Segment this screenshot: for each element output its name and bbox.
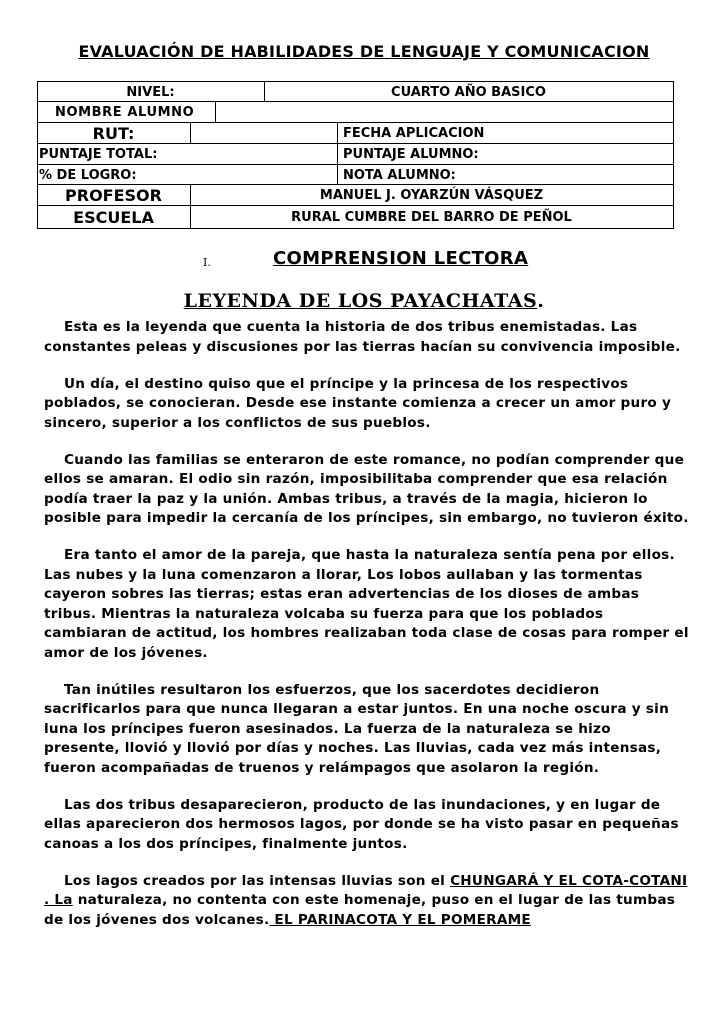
section-numeral: I.: [203, 256, 211, 269]
final-text-1: Los lagos creados por las intensas lluvias son el: [64, 872, 451, 889]
document-title: EVALUACIÓN DE HABILIDADES DE LENGUAJE Y COMUNICACION: [78, 42, 650, 61]
header-table: [0, 0, 728, 240]
lakes-names: CHUNGARÁ Y EL COTA-COTANI: [450, 872, 688, 889]
paragraph: Las dos tribus desaparecieron, producto de las inundaciones, y en lugar de ellas aparecieron dos hermosos lagos, por donde se ha visto pasar en pequeñas canoas a los dos príncipes, finalmente juntos.: [44, 796, 679, 852]
puntaje-total-label: PUNTAJE TOTAL:: [39, 146, 158, 162]
nivel-value: CUARTO AÑO BASICO: [391, 84, 546, 100]
nota-label: NOTA ALUMNO:: [343, 167, 456, 183]
table-line: [673, 81, 674, 228]
rut-field[interactable]: [190, 123, 337, 143]
paragraph: Era tanto el amor de la pareja, que hasta la naturaleza sentía pena por ellos. Las nubes y la luna comenzaron a llorar, Los lobos aullaban y las tormentas cayeron sobres las tierras; estas eran advertencias de los dioses de ambas tribus. Mientras la naturaleza volcaba su fuerza para que los poblados cambiaran de actitud, los hombres realizaban toda clase de cosas para romper el amor de los jóvenes.: [44, 547, 689, 661]
legend-title-period: .: [537, 290, 545, 312]
puntaje-alumno-label: PUNTAJE ALUMNO:: [343, 146, 479, 162]
rut-label: RUT:: [92, 123, 135, 143]
table-line: [37, 228, 674, 229]
story-text: [44, 318, 690, 948]
section-heading: [0, 248, 728, 274]
profesor-value: MANUEL J. OYARZÚN VÁSQUEZ: [319, 187, 544, 203]
nombre-field[interactable]: [215, 102, 673, 122]
legend-title-text: LEYENDA DE LOS PAYACHATAS: [183, 290, 538, 312]
profesor-label: PROFESOR: [65, 185, 162, 205]
nivel-label: NIVEL:: [126, 84, 175, 100]
fecha-label: FECHA APLICACION: [343, 125, 485, 141]
escuela-label: ESCUELA: [73, 207, 154, 227]
volcano-names: EL PARINACOTA Y EL POMERAME: [269, 911, 531, 928]
paragraph: Cuando las familias se enteraron de este romance, no podían comprender que ellos se amaran. El odio sin razón, imposibilitaba comprender que esa relación podía traer la paz y la unión. Ambas tribus, a través de la magia, hicieron lo posible para impedir la cercanía de los príncipes, sin embargo, no tuvieron éxito.: [44, 451, 689, 526]
escuela-value: RURAL CUMBRE DEL BARRO DE PEÑOL: [291, 209, 572, 225]
nombre-label: NOMBRE ALUMNO: [55, 104, 195, 120]
final-text-3: naturaleza, no contenta con este homenaje, puso en el lugar de las tumbas de los jóvenes dos volcanes.: [44, 892, 676, 928]
paragraph: Esta es la leyenda que cuenta la historia de dos tribus enemistadas. Las constantes peleas y discusiones por las tierras hacían su convivencia imposible.: [44, 319, 681, 355]
section-title: COMPRENSION LECTORA: [273, 248, 529, 269]
final-text-2: . La: [44, 892, 73, 908]
paragraph-final: [44, 872, 690, 931]
logro-label: % DE LOGRO:: [39, 167, 137, 183]
legend-title: [0, 290, 728, 312]
paragraph: Tan inútiles resultaron los esfuerzos, que los sacerdotes decidieron sacrificarlos para que nunca llegaran a estar juntos. En una noche oscura y sin luna los príncipes fueron asesinados. La fuerza de la naturaleza se hizo presente, llovió y llovió por días y noches. Las lluvias, cada vez más intensas, fueron acompañadas de truenos y relámpagos que asolaron la región.: [44, 681, 669, 776]
paragraph: Un día, el destino quiso que el príncipe y la princesa de los respectivos poblados, se conocieran. Desde ese instante comienza a crecer un amor puro y sincero, superior a los conflictos de sus pueblos.: [44, 375, 672, 431]
